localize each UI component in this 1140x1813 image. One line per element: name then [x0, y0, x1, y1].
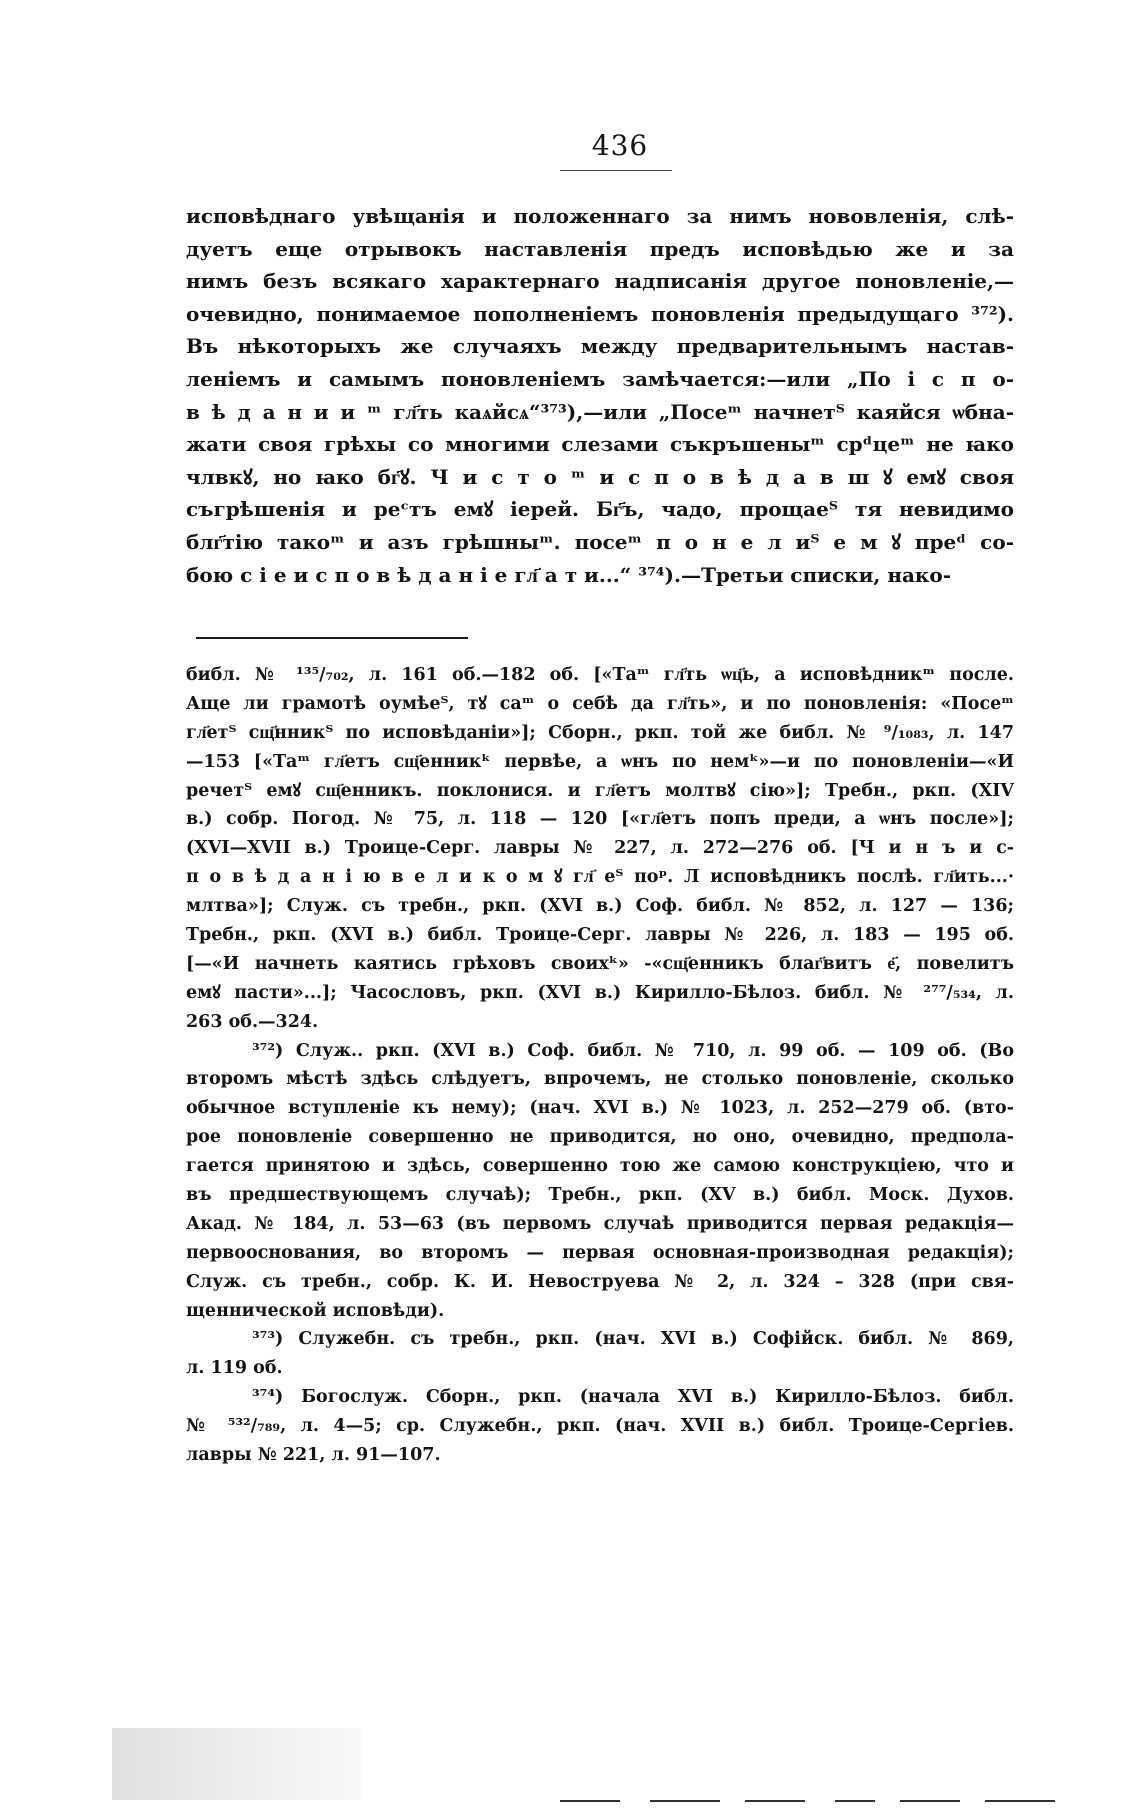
main-text-line: блг҃тію такоᵐ и азъ грѣшныᵐ. посеᵐ п о н е л иᵀ е м ꙋ преᵈ со-: [186, 529, 1014, 554]
main-text-line: жати своя грѣхы со многими слезами съкръшеныᵐ срᵈцеᵐ не ꙗко: [186, 432, 1014, 457]
scan-smudge: [112, 1728, 362, 1800]
main-text-line: нимъ безъ всякаго характернаго надписанія другое поновленіе,—: [186, 269, 1014, 294]
footnote-line: Акад. № 184, л. 53—63 (въ первомъ случаѣ приводится первая редакція—: [186, 1213, 1014, 1234]
scan-bleed-mark: [650, 1800, 720, 1802]
footnote-line: рое поновленіе совершенно не приводится, но оно, очевидно, предпола-: [186, 1127, 1014, 1148]
main-text-line: Въ нѣкоторыхъ же случаяхъ между предварительнымъ настав-: [186, 334, 1014, 359]
footnote-line: емꙋ пасти»...]; Часословъ, ркп. (XVI в.) Кирилло-Бѣлоз. библ. № ²⁷⁷/₅₃₄, л.: [186, 982, 1014, 1003]
scan-bleed-mark: [900, 1800, 960, 1802]
main-text-line: съгрѣшенія и реᶜтъ емꙋ іерей. Бг҃ъ, чадо, прощаеᵀ тя невидимо: [186, 497, 1014, 522]
footnote-line: гл҃етᵀ сщ҃нникᵀ по исповѣданіи»]; Сборн., ркп. той же библ. № ⁹/₁₀₈₃, л. 147: [186, 722, 1014, 743]
scan-bleed-mark: [745, 1800, 805, 1802]
footnote-374: ³⁷⁴) Богослуж. Сборн., ркп. (начала XVI в.) Кирилло-Бѣлоз. библ.: [252, 1387, 1014, 1408]
footnote-line: —153 [«Таᵐ гл҃етъ сщ҃енникᵏ первѣе, а ѡнъ по немᵏ»—и по поновленіи—«И: [186, 751, 1014, 772]
footnote-line: в.) собр. Погод. № 75, л. 118 — 120 [«гл҃етъ попъ преди, а ѡнъ после»];: [186, 809, 1014, 830]
footnote-line: второмъ мѣстѣ здѣсь слѣдуетъ, впрочемъ, не столько поновленіе, сколько: [186, 1069, 1014, 1090]
footnote-line: л. 119 об.: [186, 1358, 283, 1379]
main-text-line: леніемъ и самымъ поновленіемъ замѣчается:—или „По і с п о-: [186, 366, 1014, 391]
footnote-line: [—«И начнеть каятись грѣховъ своихᵏ» -«сщ҃енникъ благ҃витъ е҃, повелитъ: [186, 953, 1014, 974]
footnote-line: лавры № 221, л. 91—107.: [186, 1445, 441, 1466]
footnote-separator: [196, 637, 468, 639]
main-text-line: исповѣднаго увѣщанія и положеннаго за нимъ нововленія, слѣ-: [186, 204, 1014, 228]
scan-bleed-mark: [560, 1800, 620, 1802]
footnotes: [186, 661, 1014, 1470]
footnote-372: ³⁷²) Служ.. ркп. (XVI в.) Соф. библ. № 710, л. 99 об. — 109 об. (Во: [252, 1040, 1014, 1061]
footnote-line: гается принятою и здѣсь, совершенно тою же самою конструкціею, что и: [186, 1156, 1014, 1177]
footnote-line: № ⁵³²/₇₈₉, л. 4—5; ср. Служебн., ркп. (нач. XVII в.) библ. Троице-Сергіев.: [186, 1416, 1014, 1437]
footnote-line: щеннической исповѣди).: [186, 1300, 445, 1321]
footnote-line: Аще ли грамотѣ оумѣеᵀ, тꙋ саᵐ о себѣ да гл҃ть», и по поновленія: «Посеᵐ: [186, 693, 1014, 714]
footnote-line: речетᵀ емꙋ сщ҃енникъ. поклонися. и гл҃етъ молтвꙋ сію»]; Требн., ркп. (XIV: [186, 780, 1014, 801]
scan-bleed-mark: [985, 1800, 1055, 1802]
footnote-373: ³⁷³) Служебн. съ требн., ркп. (нач. XVI в.) Софійск. библ. № 869,: [252, 1329, 1014, 1350]
main-text-line: члвкꙋ, но ꙗко бг҃ꙋ. Ч и с т о ᵐ и с п о в ѣ д а в ш ꙋ емꙋ своя: [186, 464, 1014, 489]
footnote-line: Служ. съ требн., собр. К. И. Невоструева № 2, л. 324 – 328 (при свя-: [186, 1271, 1014, 1292]
main-text-line: в ѣ д а н и и ᵐ гл҃ть каѧйсѧ“³⁷³),—или „Посеᵐ начнетᵀ каяйся ѡбна-: [186, 399, 1014, 424]
page-number: 436: [591, 129, 649, 162]
footnote-line: 263 об.—324.: [186, 1011, 319, 1032]
page-number-underline: [560, 170, 672, 171]
main-text: [186, 200, 1014, 591]
main-text-line: дуетъ еще отрывокъ наставленія предъ исповѣдью же и за: [186, 236, 1014, 261]
main-text-line: очевидно, понимаемое пополненіемъ поновленія предыдущаго ³⁷²).: [186, 301, 1014, 326]
scan-bleed-mark: [835, 1800, 875, 1802]
footnote-line: библ. № ¹³⁵/₇₀₂, л. 161 об.—182 об. [«Таᵐ гл҃ть ѡц҃ь, а исповѣдникᵐ после.: [186, 665, 1014, 685]
footnote-line: (XVI—XVII в.) Троице-Серг. лавры № 227, л. 272—276 об. [Ч и н ъ и с-: [186, 838, 1014, 859]
footnote-line: обычное вступленіе къ нему); (нач. XVI в.) № 1023, л. 252—279 об. (вто-: [186, 1098, 1014, 1119]
main-text-line: бою с і е и с п о в ѣ д а н і е гл҃ а т и...“ ³⁷⁴).—Третьи списки, нако-: [186, 562, 952, 587]
footnote-line: п о в ѣ д а н і ю в е л и к о м ꙋ гл҃ еᵀ поᵖ. Л исповѣдникъ послѣ. гл҃ить...·: [186, 867, 1014, 888]
footnote-line: млтва»]; Служ. съ требн., ркп. (XVI в.) Соф. библ. № 852, л. 127 — 136;: [186, 896, 1014, 917]
footnote-line: въ предшествующемъ случаѣ); Требн., ркп. (XV в.) библ. Моск. Духов.: [186, 1185, 1014, 1206]
footnote-line: Требн., ркп. (XVI в.) библ. Троице-Серг. лавры № 226, л. 183 — 195 об.: [186, 925, 1014, 946]
footnote-line: первооснования, во второмъ — первая основная-производная редакція);: [186, 1242, 1014, 1263]
